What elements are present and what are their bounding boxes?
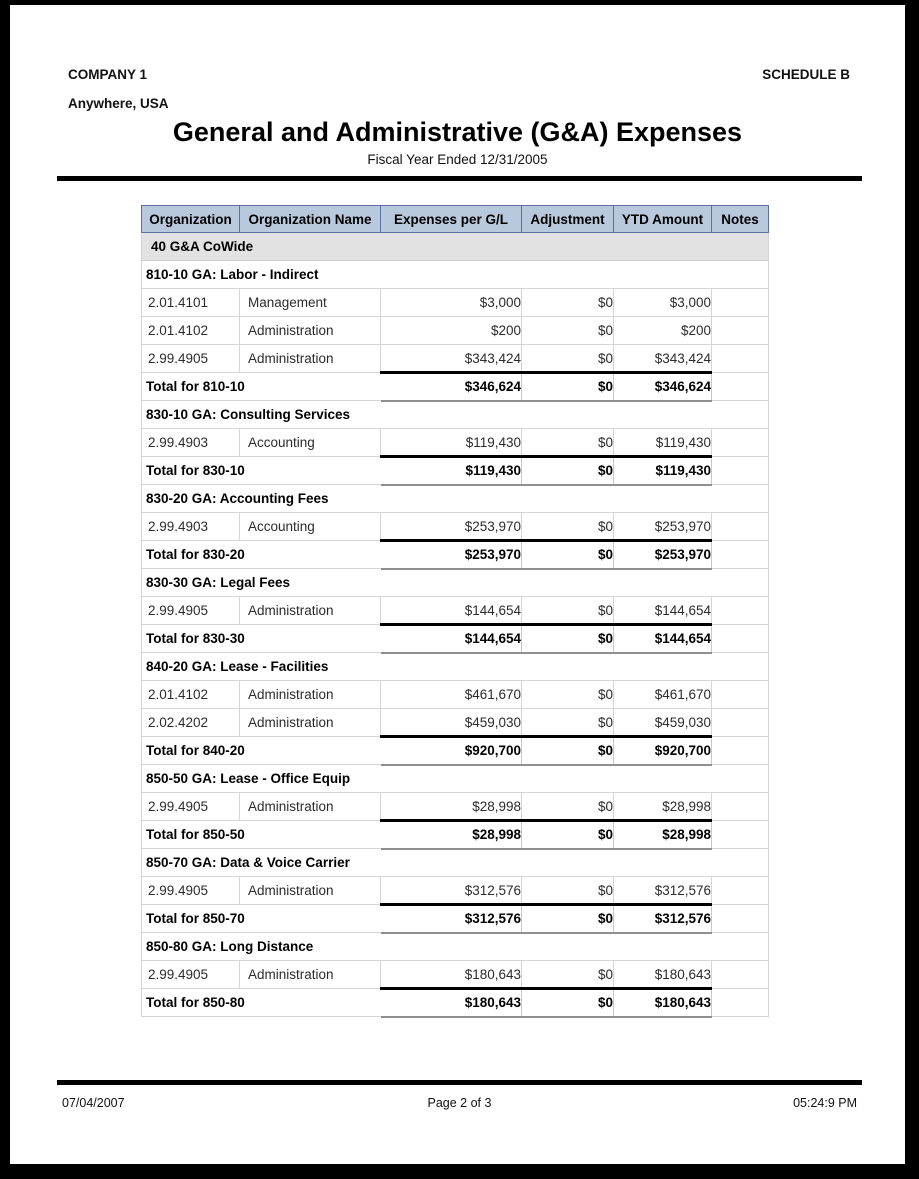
ytd-amount-cell: $144,654 <box>614 597 712 625</box>
ytd-amount-cell: $200 <box>614 317 712 345</box>
organization-cell: 2.99.4903 <box>142 429 240 457</box>
report-page <box>10 5 905 1164</box>
footer-time: 05:24:9 PM <box>793 1096 857 1110</box>
total-notes-cell <box>712 905 769 933</box>
ytd-amount-cell: $253,970 <box>614 513 712 541</box>
organization-cell: 2.99.4905 <box>142 961 240 989</box>
organization-cell: 2.99.4905 <box>142 597 240 625</box>
schedule-label: SCHEDULE B <box>762 67 850 82</box>
section-header-row <box>142 849 769 877</box>
total-ytd-cell: $253,970 <box>614 541 712 569</box>
section-header-label: 850-80 GA: Long Distance <box>142 933 769 961</box>
total-adjustment-cell: $0 <box>522 373 614 401</box>
total-row <box>142 541 769 569</box>
organization-cell: 2.99.4905 <box>142 877 240 905</box>
total-notes-cell <box>712 989 769 1017</box>
total-row <box>142 905 769 933</box>
total-expenses-cell: $144,654 <box>381 625 522 653</box>
section-header-label: 830-20 GA: Accounting Fees <box>142 485 769 513</box>
total-notes-cell <box>712 625 769 653</box>
organization-name-cell: Administration <box>240 793 381 821</box>
section-header-row <box>142 485 769 513</box>
column-header-expenses-per-gl: Expenses per G/L <box>381 206 522 233</box>
total-label: Total for 840-20 <box>142 737 381 765</box>
total-label: Total for 830-30 <box>142 625 381 653</box>
column-header-adjustment: Adjustment <box>522 206 614 233</box>
adjustment-cell: $0 <box>522 345 614 373</box>
adjustment-cell: $0 <box>522 793 614 821</box>
organization-cell: 2.01.4102 <box>142 317 240 345</box>
organization-cell: 2.99.4905 <box>142 793 240 821</box>
organization-name-cell: Administration <box>240 877 381 905</box>
total-expenses-cell: $253,970 <box>381 541 522 569</box>
organization-name-cell: Administration <box>240 961 381 989</box>
notes-cell <box>712 345 769 373</box>
table-row <box>142 317 769 345</box>
column-header-notes: Notes <box>712 206 769 233</box>
adjustment-cell: $0 <box>522 317 614 345</box>
organization-cell: 2.99.4903 <box>142 513 240 541</box>
section-header-label: 850-50 GA: Lease - Office Equip <box>142 765 769 793</box>
ytd-amount-cell: $343,424 <box>614 345 712 373</box>
table-row <box>142 681 769 709</box>
column-header-organization: Organization <box>142 206 240 233</box>
column-header-ytd-amount: YTD Amount <box>614 206 712 233</box>
expense-table <box>141 205 769 1018</box>
report-subtitle: Fiscal Year Ended 12/31/2005 <box>367 152 548 167</box>
total-row <box>142 373 769 401</box>
notes-cell <box>712 513 769 541</box>
expenses-cell: $459,030 <box>381 709 522 737</box>
table-header-row <box>142 206 769 233</box>
total-adjustment-cell: $0 <box>522 905 614 933</box>
expenses-cell: $343,424 <box>381 345 522 373</box>
total-notes-cell <box>712 737 769 765</box>
section-header-row <box>142 653 769 681</box>
organization-name-cell: Administration <box>240 709 381 737</box>
footer-date: 07/04/2007 <box>62 1096 125 1110</box>
section-header-label: 850-70 GA: Data & Voice Carrier <box>142 849 769 877</box>
organization-name-cell: Administration <box>240 345 381 373</box>
table-row <box>142 597 769 625</box>
organization-name-cell: Administration <box>240 597 381 625</box>
total-expenses-cell: $346,624 <box>381 373 522 401</box>
ytd-amount-cell: $180,643 <box>614 961 712 989</box>
ytd-amount-cell: $312,576 <box>614 877 712 905</box>
expenses-cell: $144,654 <box>381 597 522 625</box>
total-row <box>142 737 769 765</box>
total-expenses-cell: $312,576 <box>381 905 522 933</box>
total-label: Total for 830-20 <box>142 541 381 569</box>
adjustment-cell: $0 <box>522 429 614 457</box>
section-header-label: 810-10 GA: Labor - Indirect <box>142 261 769 289</box>
total-ytd-cell: $346,624 <box>614 373 712 401</box>
company-location: Anywhere, USA <box>68 96 169 111</box>
table-row <box>142 961 769 989</box>
total-adjustment-cell: $0 <box>522 625 614 653</box>
expenses-cell: $119,430 <box>381 429 522 457</box>
expenses-cell: $461,670 <box>381 681 522 709</box>
total-notes-cell <box>712 457 769 485</box>
header-rule <box>57 176 862 181</box>
expense-table-body <box>142 233 769 1017</box>
table-row <box>142 429 769 457</box>
group-header-label: 40 G&A CoWide <box>142 233 769 261</box>
ytd-amount-cell: $3,000 <box>614 289 712 317</box>
organization-cell: 2.02.4202 <box>142 709 240 737</box>
notes-cell <box>712 709 769 737</box>
organization-name-cell: Management <box>240 289 381 317</box>
section-header-row <box>142 765 769 793</box>
column-header-organization-name: Organization Name <box>240 206 381 233</box>
notes-cell <box>712 429 769 457</box>
ytd-amount-cell: $28,998 <box>614 793 712 821</box>
group-header-row <box>142 233 769 261</box>
total-adjustment-cell: $0 <box>522 541 614 569</box>
notes-cell <box>712 961 769 989</box>
adjustment-cell: $0 <box>522 513 614 541</box>
notes-cell <box>712 681 769 709</box>
notes-cell <box>712 597 769 625</box>
footer-page-number: Page 2 of 3 <box>427 1096 492 1110</box>
company-name: COMPANY 1 <box>68 67 148 82</box>
expenses-cell: $28,998 <box>381 793 522 821</box>
section-header-label: 840-20 GA: Lease - Facilities <box>142 653 769 681</box>
total-expenses-cell: $920,700 <box>381 737 522 765</box>
total-ytd-cell: $312,576 <box>614 905 712 933</box>
adjustment-cell: $0 <box>522 709 614 737</box>
notes-cell <box>712 317 769 345</box>
adjustment-cell: $0 <box>522 681 614 709</box>
total-adjustment-cell: $0 <box>522 457 614 485</box>
total-label: Total for 810-10 <box>142 373 381 401</box>
adjustment-cell: $0 <box>522 877 614 905</box>
notes-cell <box>712 289 769 317</box>
total-ytd-cell: $180,643 <box>614 989 712 1017</box>
total-row <box>142 457 769 485</box>
table-row <box>142 345 769 373</box>
organization-name-cell: Administration <box>240 317 381 345</box>
ytd-amount-cell: $459,030 <box>614 709 712 737</box>
organization-cell: 2.01.4101 <box>142 289 240 317</box>
total-expenses-cell: $119,430 <box>381 457 522 485</box>
table-row <box>142 709 769 737</box>
total-row <box>142 625 769 653</box>
total-ytd-cell: $119,430 <box>614 457 712 485</box>
total-adjustment-cell: $0 <box>522 821 614 849</box>
table-row <box>142 793 769 821</box>
total-label: Total for 850-80 <box>142 989 381 1017</box>
footer-rule <box>57 1080 862 1085</box>
section-header-row <box>142 261 769 289</box>
total-label: Total for 850-70 <box>142 905 381 933</box>
section-header-label: 830-10 GA: Consulting Services <box>142 401 769 429</box>
total-adjustment-cell: $0 <box>522 989 614 1017</box>
organization-cell: 2.99.4905 <box>142 345 240 373</box>
expense-table-container <box>141 205 769 1018</box>
expenses-cell: $200 <box>381 317 522 345</box>
total-expenses-cell: $180,643 <box>381 989 522 1017</box>
total-adjustment-cell: $0 <box>522 737 614 765</box>
report-title: General and Administrative (G&A) Expenses <box>172 117 743 147</box>
organization-name-cell: Accounting <box>240 513 381 541</box>
organization-name-cell: Accounting <box>240 429 381 457</box>
total-expenses-cell: $28,998 <box>381 821 522 849</box>
total-label: Total for 830-10 <box>142 457 381 485</box>
expenses-cell: $253,970 <box>381 513 522 541</box>
letterhead <box>68 67 850 82</box>
total-ytd-cell: $920,700 <box>614 737 712 765</box>
table-row <box>142 513 769 541</box>
notes-cell <box>712 877 769 905</box>
total-notes-cell <box>712 541 769 569</box>
page-footer <box>62 1096 857 1110</box>
section-header-row <box>142 569 769 597</box>
total-ytd-cell: $144,654 <box>614 625 712 653</box>
total-row <box>142 821 769 849</box>
total-row <box>142 989 769 1017</box>
total-ytd-cell: $28,998 <box>614 821 712 849</box>
section-header-label: 830-30 GA: Legal Fees <box>142 569 769 597</box>
expenses-cell: $312,576 <box>381 877 522 905</box>
organization-cell: 2.01.4102 <box>142 681 240 709</box>
adjustment-cell: $0 <box>522 597 614 625</box>
section-header-row <box>142 401 769 429</box>
total-notes-cell <box>712 373 769 401</box>
total-notes-cell <box>712 821 769 849</box>
notes-cell <box>712 793 769 821</box>
table-row <box>142 877 769 905</box>
expenses-cell: $180,643 <box>381 961 522 989</box>
ytd-amount-cell: $119,430 <box>614 429 712 457</box>
table-row <box>142 289 769 317</box>
expenses-cell: $3,000 <box>381 289 522 317</box>
section-header-row <box>142 933 769 961</box>
ytd-amount-cell: $461,670 <box>614 681 712 709</box>
adjustment-cell: $0 <box>522 289 614 317</box>
adjustment-cell: $0 <box>522 961 614 989</box>
total-label: Total for 850-50 <box>142 821 381 849</box>
organization-name-cell: Administration <box>240 681 381 709</box>
